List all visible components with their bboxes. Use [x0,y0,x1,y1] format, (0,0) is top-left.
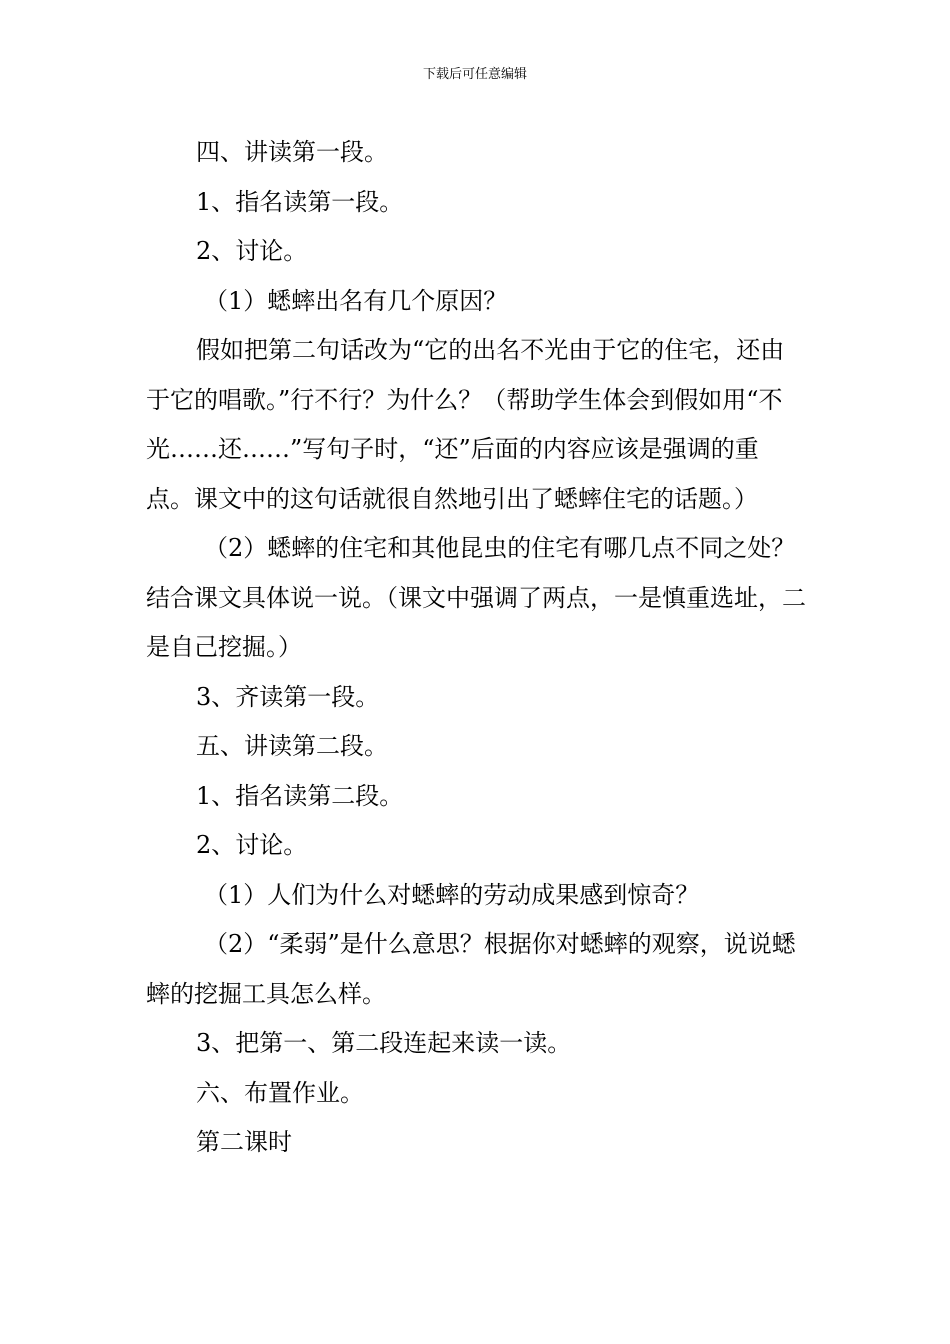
list-item: 3、齐读第一段。 [196,682,380,711]
section-heading: 六、布置作业。 [196,1078,364,1107]
list-item: 3、把第一、第二段连起来读一读。 [196,1029,572,1057]
paragraph: 结合课文具体说一说。（课文中强调了两点，一是慎重选址，二是自己挖掘。） [146,583,806,661]
section-heading: 五、讲读第二段。 [196,732,388,760]
paragraph: 假如把第二句话改为“它的出名不光由于它的住宅，还由于它的唱歌。”行不行？为什么？（帮助学生体会到假如用“不光……还……”写句子时，“还”后面的内容应该是强调的重点。课文中的这句话就很自然地引出了蟋蟀住宅的话题。） [146,336,785,513]
list-item: （1）人们为什么对蟋蟀的劳动成果感到惊奇？ [204,880,700,909]
section-heading: 第二课时 [196,1128,292,1156]
list-item: 2、讨论。 [196,831,308,859]
paragraph: （2）“柔弱”是什么意思？根据你对蟋蟀的观察，说说蟋蟀的挖掘工具怎么样。 [146,930,796,1008]
section-heading: 四、讲读第一段。 [196,138,388,166]
document-body [146,128,806,1168]
list-item: （1）蟋蟀出名有几个原因？ [204,286,508,315]
list-item: 1、指名读第一段。 [196,187,404,216]
list-item: 2、讨论。 [196,237,308,265]
list-item: 1、指名读第二段。 [196,781,404,810]
list-item: （2）蟋蟀的住宅和其他昆虫的住宅有哪几点不同之处？ [204,534,796,562]
page-header: 下载后可任意编辑 [422,67,527,82]
